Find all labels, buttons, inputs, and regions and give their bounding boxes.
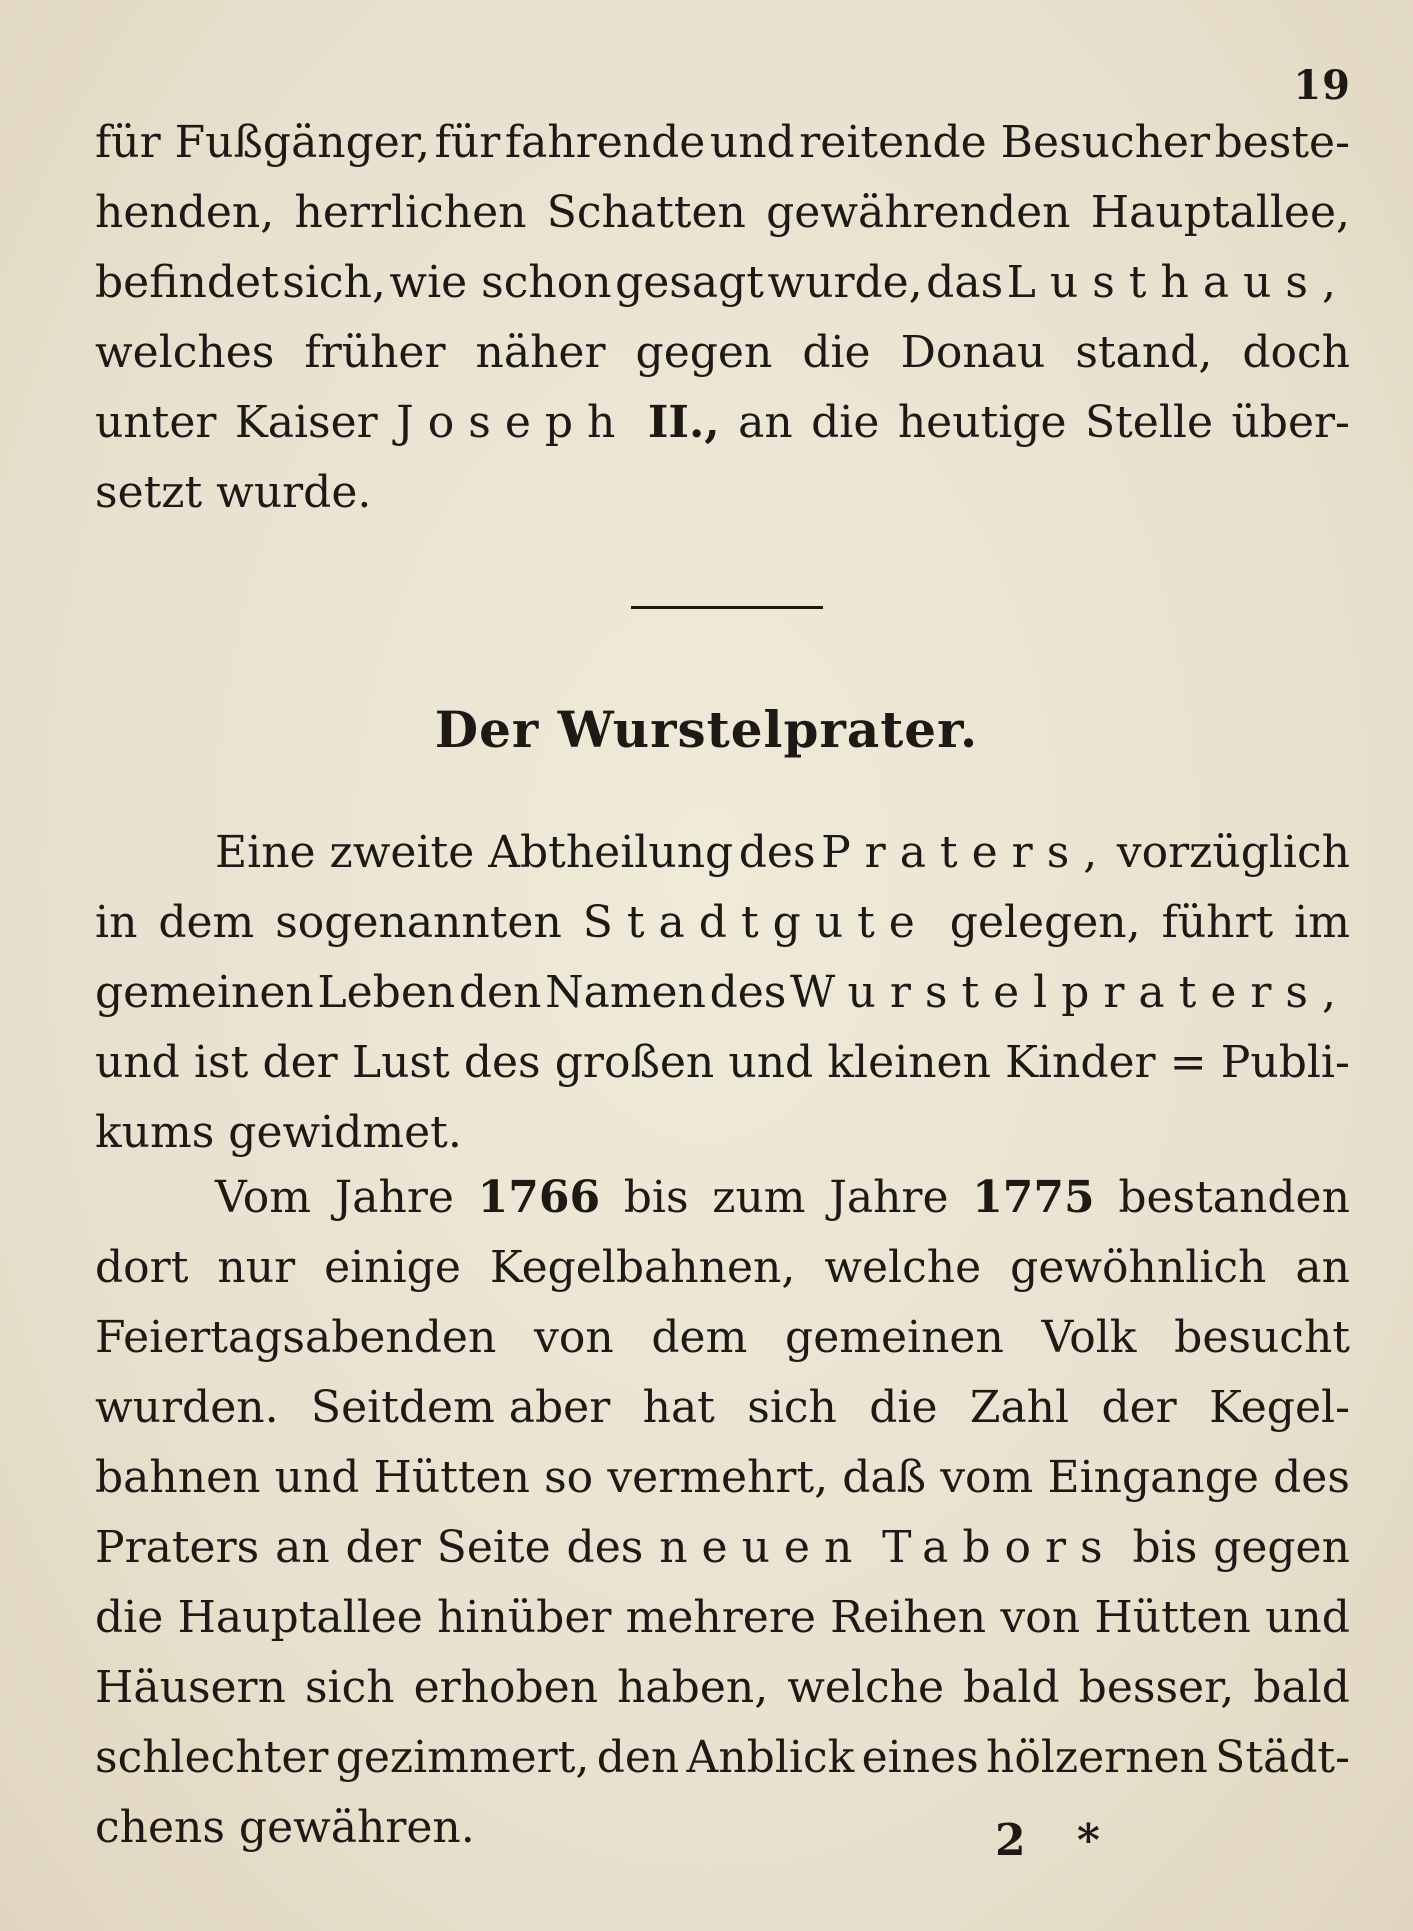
word: den xyxy=(458,967,542,1018)
emphasized-word: Lusthaus, xyxy=(1006,257,1350,308)
word: sich xyxy=(304,1662,395,1713)
word: Seite xyxy=(436,1522,551,1573)
word: gemeinen xyxy=(95,967,314,1018)
word: Leben xyxy=(317,967,456,1018)
word: für Fußgänger, xyxy=(95,117,431,168)
word: des xyxy=(709,967,787,1018)
text-line xyxy=(95,1233,1350,1303)
paragraph-3 xyxy=(95,1163,1350,1863)
word: vorzüglich xyxy=(1116,827,1350,878)
word: Hauptallee xyxy=(177,1592,423,1643)
word: von xyxy=(1000,1592,1081,1643)
word: henden, xyxy=(95,187,275,238)
word: setzt wurde. xyxy=(95,467,372,518)
page-number: 19 xyxy=(1293,62,1351,109)
word: Zahl xyxy=(969,1382,1070,1433)
emphasized-word: Tabors xyxy=(882,1522,1117,1573)
text-line xyxy=(95,318,1350,388)
word: sich xyxy=(747,1382,837,1433)
word: Eingange xyxy=(1047,1452,1259,1503)
word: Schatten xyxy=(546,187,746,238)
text-line xyxy=(95,1653,1350,1723)
word: sogenannten xyxy=(275,897,562,948)
word: des xyxy=(738,827,816,878)
word: kleinen xyxy=(827,1037,991,1088)
word: doch xyxy=(1242,327,1350,378)
word: mehrere xyxy=(625,1592,816,1643)
word: hölzernen xyxy=(985,1732,1208,1783)
word: zum xyxy=(712,1172,806,1223)
text-line xyxy=(95,1028,1350,1098)
word: Städt- xyxy=(1215,1732,1350,1783)
text-line xyxy=(95,388,1350,458)
word: des xyxy=(566,1522,644,1573)
word: von xyxy=(534,1312,614,1363)
word: befindet xyxy=(95,257,279,308)
word: an xyxy=(738,397,793,448)
word: näher xyxy=(475,327,606,378)
year: 1775 xyxy=(972,1172,1095,1223)
word: großen xyxy=(554,1037,715,1088)
word: Reihen xyxy=(830,1592,987,1643)
word: und xyxy=(95,1037,180,1088)
word: bald xyxy=(1253,1662,1350,1713)
paragraph-2 xyxy=(95,818,1350,1168)
word: Jahre xyxy=(334,1172,454,1223)
word: chens gewähren. xyxy=(95,1802,475,1853)
word: vom xyxy=(940,1452,1034,1503)
emphasized-word: neuen xyxy=(659,1522,867,1573)
text-line xyxy=(95,458,1350,528)
word: der xyxy=(1101,1382,1177,1433)
word: Donau xyxy=(900,327,1046,378)
word: nur xyxy=(217,1242,296,1293)
word: gewährenden xyxy=(766,187,1071,238)
paragraph-1 xyxy=(95,108,1350,528)
word: die xyxy=(95,1592,164,1643)
word: fahrende xyxy=(504,117,706,168)
word: dort xyxy=(95,1242,189,1293)
word: Kaiser xyxy=(234,397,378,448)
word: Namen xyxy=(545,967,706,1018)
word: die xyxy=(802,327,871,378)
word: der xyxy=(262,1037,338,1088)
section-heading: Der Wurstelprater. xyxy=(434,700,979,759)
word: und xyxy=(1265,1592,1350,1643)
text-line xyxy=(95,1373,1350,1443)
word: führt xyxy=(1161,897,1274,948)
word: erhoben xyxy=(413,1662,599,1713)
word: besser, xyxy=(1078,1662,1235,1713)
roman-numeral: II., xyxy=(647,397,720,448)
word: unter xyxy=(95,397,217,448)
signature-mark: 2 * xyxy=(995,1815,1118,1866)
word: Kegel- xyxy=(1209,1382,1350,1433)
word: und xyxy=(728,1037,814,1088)
word: gezimmert, xyxy=(335,1732,590,1783)
text-line xyxy=(95,1303,1350,1373)
word: gelegen, xyxy=(949,897,1141,948)
word: für xyxy=(434,117,501,168)
text-line xyxy=(95,1513,1350,1583)
word: so xyxy=(544,1452,594,1503)
text-line xyxy=(95,108,1350,178)
word: und xyxy=(709,117,795,168)
word: des xyxy=(463,1037,541,1088)
word: Stelle xyxy=(1084,397,1213,448)
section-divider xyxy=(631,606,823,609)
word: bahnen xyxy=(95,1452,261,1503)
word: in xyxy=(95,897,138,948)
text-line xyxy=(95,178,1350,248)
word: gesagt xyxy=(615,257,764,308)
word: gemeinen xyxy=(785,1312,1004,1363)
word: Eine zweite Abtheilung xyxy=(215,827,734,878)
emphasized-word: Joseph xyxy=(396,397,630,448)
word: hat xyxy=(642,1382,715,1433)
word: Vom xyxy=(215,1172,311,1223)
word: Anblick xyxy=(686,1732,855,1783)
text-line xyxy=(95,888,1350,958)
word: Jahre xyxy=(829,1172,949,1223)
word: Häusern xyxy=(95,1662,286,1713)
word: an xyxy=(275,1522,330,1573)
word: herrlichen xyxy=(294,187,527,238)
word: einige xyxy=(324,1242,461,1293)
text-line xyxy=(95,1443,1350,1513)
word: die xyxy=(811,397,880,448)
word: welche xyxy=(824,1242,982,1293)
text-line xyxy=(95,1583,1350,1653)
text-line xyxy=(95,1098,1350,1168)
word: die xyxy=(869,1382,938,1433)
emphasized-word: Wurstelpraters, xyxy=(790,967,1350,1018)
word: früher xyxy=(304,327,446,378)
word: sich, xyxy=(282,257,386,308)
word: Hütten xyxy=(1094,1592,1251,1643)
word: Kinder xyxy=(1005,1037,1156,1088)
word: dem xyxy=(651,1312,748,1363)
word: über- xyxy=(1231,397,1350,448)
word: welche xyxy=(787,1662,944,1713)
word: Kegelbahnen, xyxy=(489,1242,796,1293)
word: des xyxy=(1273,1452,1350,1503)
word: Praters xyxy=(95,1522,260,1573)
word: an xyxy=(1295,1242,1350,1293)
word: Feiertagsabenden xyxy=(95,1312,497,1363)
word: eines xyxy=(861,1732,979,1783)
emphasized-word: Stadtgute xyxy=(582,897,929,948)
word: Publi- xyxy=(1220,1037,1350,1088)
word: gegen xyxy=(635,327,773,378)
word: = xyxy=(1169,1037,1207,1088)
word: Lust xyxy=(351,1037,450,1088)
word: ist xyxy=(193,1037,249,1088)
word: hinüber xyxy=(437,1592,612,1643)
word: haben, xyxy=(617,1662,769,1713)
word: wurden. xyxy=(95,1382,279,1433)
word: daß xyxy=(842,1452,927,1503)
word: gewöhnlich xyxy=(1010,1242,1267,1293)
word: Hauptallee, xyxy=(1090,187,1350,238)
word: gegen xyxy=(1213,1522,1350,1573)
word: im xyxy=(1294,897,1350,948)
word: Volk xyxy=(1041,1312,1137,1363)
text-line xyxy=(95,818,1350,888)
year: 1766 xyxy=(477,1172,601,1223)
word: der xyxy=(345,1522,421,1573)
word: bestanden xyxy=(1118,1172,1350,1223)
word: beste- xyxy=(1214,117,1350,168)
emphasized-word: Praters, xyxy=(821,827,1112,878)
word: welches xyxy=(95,327,275,378)
word: bis xyxy=(623,1172,689,1223)
word: reitende Besucher xyxy=(799,117,1211,168)
word: den xyxy=(596,1732,680,1783)
text-line xyxy=(95,1163,1350,1233)
word: besucht xyxy=(1174,1312,1350,1363)
text-line xyxy=(95,958,1350,1028)
text-line xyxy=(95,248,1350,318)
word: kums gewidmet. xyxy=(95,1107,462,1158)
word: bis xyxy=(1132,1522,1198,1573)
text-line xyxy=(95,1793,1350,1863)
word: und Hütten xyxy=(274,1452,530,1503)
word: wurde, xyxy=(767,257,923,308)
word: dem xyxy=(158,897,255,948)
text-line xyxy=(95,1723,1350,1793)
word: stand, xyxy=(1075,327,1213,378)
word: wie schon xyxy=(389,257,612,308)
word: vermehrt, xyxy=(607,1452,829,1503)
word: schlechter xyxy=(95,1732,329,1783)
word: heutige xyxy=(897,397,1067,448)
word: das xyxy=(926,257,1004,308)
word: bald xyxy=(963,1662,1060,1713)
word: Seitdem aber xyxy=(310,1382,611,1433)
